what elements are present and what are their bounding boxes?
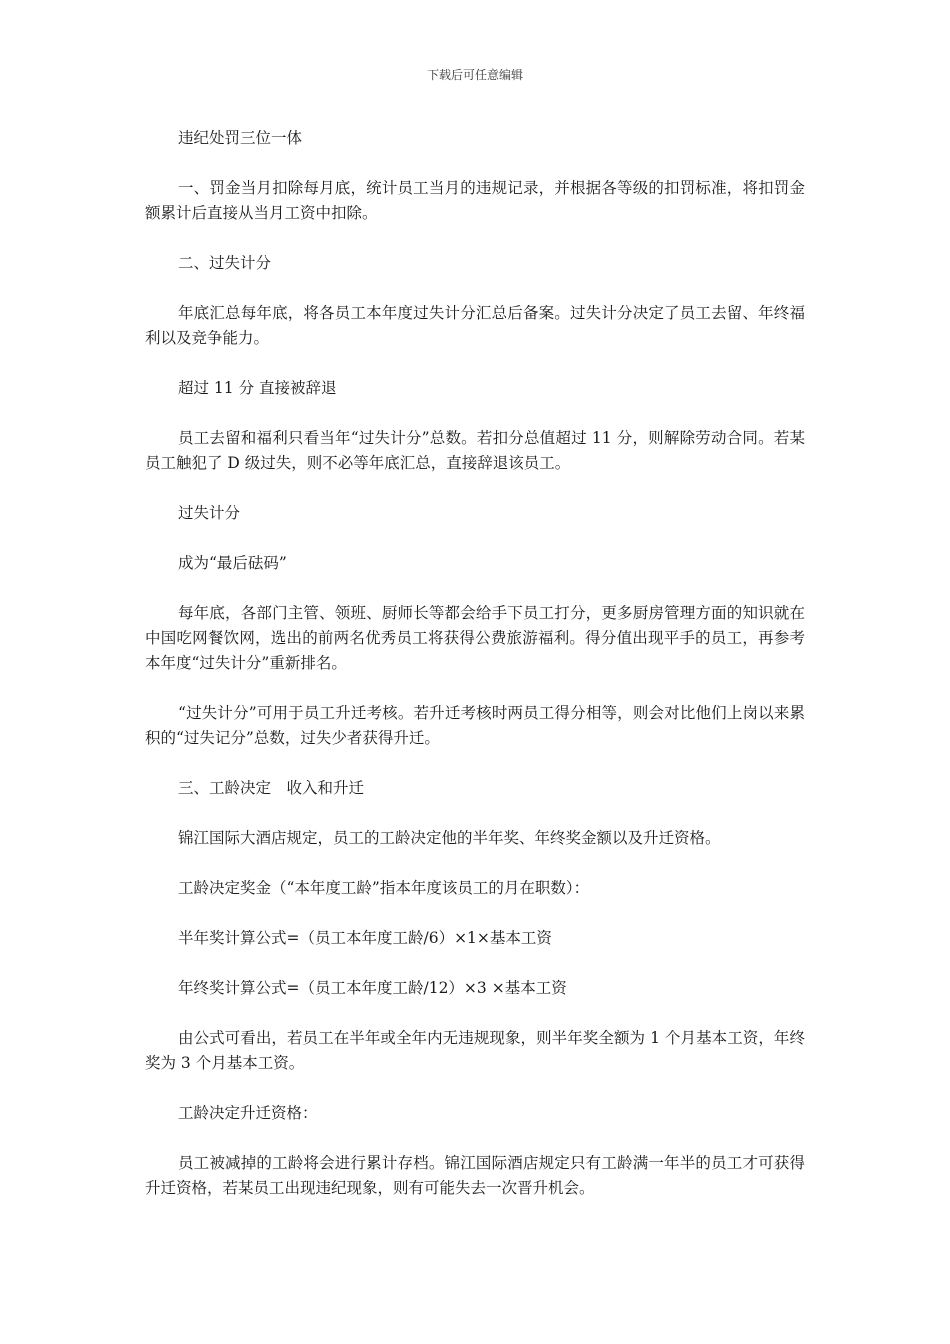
section-heading-fault-points: 二、过失计分 — [178, 254, 272, 272]
paragraph-promotion-review: “过失计分”可用于员工升迁考核。若升迁考核时两员工得分相等，则会对比他们上岗以来累积的“过失记分”总数，过失少者获得升迁。 — [145, 704, 805, 747]
paragraph-fine-deduction: 一、罚金当月扣除每月底，统计员工当月的违规记录，并根据各等级的扣罚标准，将扣罚金额累计后直接从当月工资中扣除。 — [145, 179, 805, 222]
paragraph-bonus-definition: 工龄决定奖金（“本年度工龄”指本年度该员工的月在职数）： — [178, 879, 590, 897]
paragraph-year-end-summary: 年底汇总每年底，将各员工本年度过失计分汇总后备案。过失计分决定了员工去留、年终福利以及竞争能力。 — [145, 304, 805, 347]
paragraph-seniority-archive: 员工被减掉的工龄将会进行累计存档。锦江国际酒店规定只有工龄满一年半的员工才可获得升迁资格，若某员工出现违纪现象，则有可能失去一次晋升机会。 — [145, 1154, 805, 1197]
formula-half-year-bonus: 半年奖计算公式=（员工本年度工龄/6）×1×基本工资 — [178, 929, 552, 947]
paragraph-year-end-rating: 每年底，各部门主管、领班、厨师长等都会给手下员工打分，更多厨房管理方面的知识就在中国吃网餐饮网，选出的前两名优秀员工将获得公费旅游福利。得分值出现平手的员工，再参考本年度“过失计分”重新排名。 — [145, 604, 805, 672]
paragraph-dismissal-rule: 员工去留和福利只看当年“过失计分”总数。若扣分总值超过 11 分，则解除劳动合同。若某员工触犯了 D 级过失，则不必等年底汇总，直接辞退该员工。 — [145, 429, 805, 472]
paragraph-seniority-rule: 锦江国际大酒店规定，员工的工龄决定他的半年奖、年终奖金额以及升迁资格。 — [178, 829, 721, 847]
document-body — [145, 126, 805, 1226]
subheading-dismissal: 超过 11 分 直接被辞退 — [178, 379, 337, 397]
subheading-final-weight: 成为“最后砝码” — [178, 554, 287, 572]
section-title-discipline: 违纪处罚三位一体 — [178, 129, 303, 147]
subheading-fault-points: 过失计分 — [178, 504, 241, 522]
paragraph-formula-explanation: 由公式可看出，若员工在半年或全年内无违规现象，则半年奖全额为 1 个月基本工资，年终奖为 3 个月基本工资。 — [145, 1029, 805, 1072]
formula-year-end-bonus: 年终奖计算公式=（员工本年度工龄/12）×3 ×基本工资 — [178, 979, 567, 997]
page-header-note: 下载后可任意编辑 — [426, 68, 523, 82]
section-heading-seniority: 三、工龄决定 收入和升迁 — [178, 779, 365, 797]
subheading-promotion-eligibility: 工龄决定升迁资格： — [178, 1104, 318, 1122]
